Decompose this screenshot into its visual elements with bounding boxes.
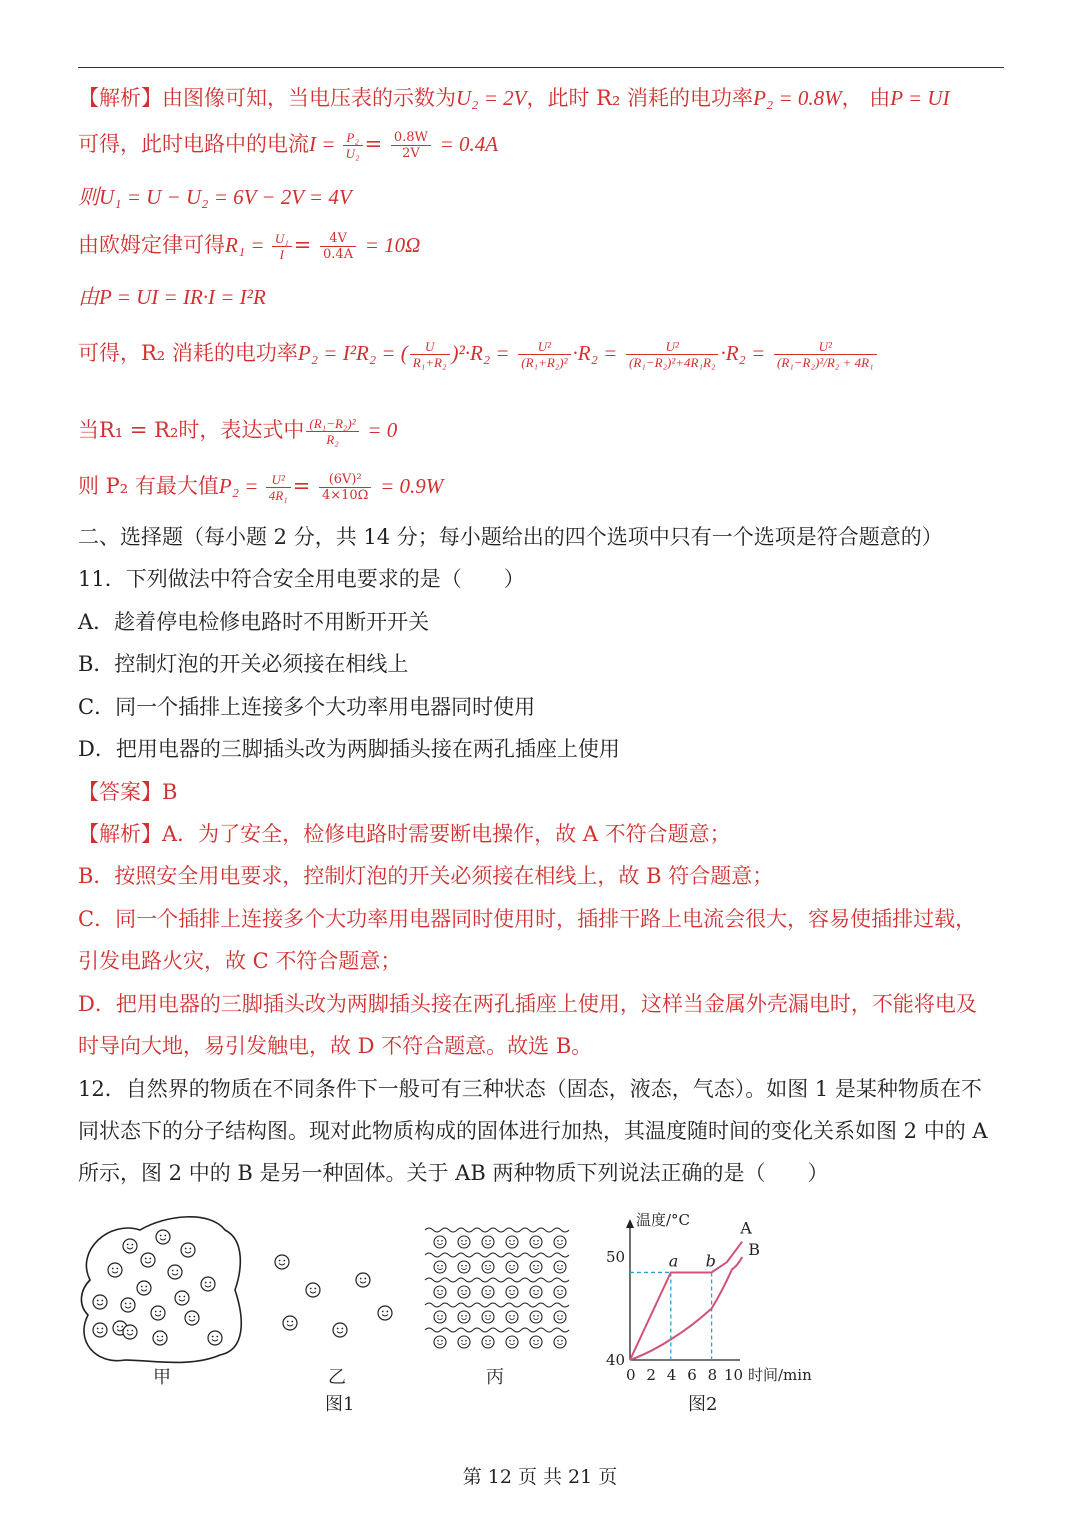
text: ，此时 R₂ 消耗的电功率 xyxy=(526,86,754,110)
formula: U₂ = 2V xyxy=(456,86,527,110)
y-axis-label: 温度/°C xyxy=(636,1211,691,1229)
formula: P = UI xyxy=(890,86,950,110)
fraction-den: U₂ xyxy=(345,146,360,161)
q11-stem: 11．下列做法中符合安全用电要求的是（ ） xyxy=(78,567,525,591)
fraction xyxy=(306,416,358,447)
formula: P₂ = 0.8W xyxy=(753,86,842,110)
x-tick-label: 0 xyxy=(626,1366,636,1384)
figure1-caption: 图1 xyxy=(325,1394,355,1415)
analysis-line-5: 由P = UI = IR·I = I²R xyxy=(78,285,266,309)
header-rule xyxy=(78,67,1004,68)
x-tick-label: 2 xyxy=(646,1366,656,1384)
analysis-line-1 xyxy=(78,83,950,113)
fraction xyxy=(391,130,431,161)
formula: P₂ = xyxy=(218,474,264,498)
q11-analysis-1: 【解析】A．为了安全，检修电路时需要断电操作，故 A 不符合题意； xyxy=(78,822,731,846)
fraction xyxy=(343,130,363,161)
formula: ·R₂ = xyxy=(720,341,766,365)
formula: = 0 xyxy=(367,418,398,442)
text: 则 P₂ 有最大值 xyxy=(78,474,219,498)
q11-option-a: A．趁着停电检修电路时不用断开开关 xyxy=(78,610,430,634)
fraction-den: R₁+R₂ xyxy=(412,355,447,370)
x-tick-label: 6 xyxy=(687,1366,697,1384)
analysis-line-7 xyxy=(78,415,397,447)
fraction-num: U² xyxy=(774,339,877,355)
fraction xyxy=(272,231,292,262)
formula: P₂ = I²R₂ = ( xyxy=(297,341,408,365)
series-b-label: B xyxy=(748,1240,760,1259)
fraction-den: 4R₁ xyxy=(268,488,288,503)
formula: = 0.4A xyxy=(439,132,499,156)
q11-option-d: D．把用电器的三脚插头改为两脚插头接在两孔插座上使用 xyxy=(78,737,620,761)
point-label-a: a xyxy=(668,1251,679,1271)
fraction-num: 4V xyxy=(320,231,356,247)
lattice-bonds xyxy=(425,1228,569,1332)
fraction xyxy=(626,339,718,370)
fraction-den: I xyxy=(279,247,284,262)
q11-analysis-2: B．按照安全用电要求，控制灯泡的开关必须接在相线上，故 B 符合题意； xyxy=(78,864,774,888)
formula: R₁ = xyxy=(225,233,270,257)
gas-molecules xyxy=(275,1255,392,1337)
figure1-label-jia: 甲 xyxy=(153,1367,171,1388)
series-a-label: A xyxy=(740,1218,752,1238)
fraction-num: U² xyxy=(518,339,570,355)
x-tick-label: 8 xyxy=(707,1366,718,1384)
text: ， 由 xyxy=(841,86,891,110)
analysis-line-8: 则 P₂ 有最大值P₂ = $\frac{\text{U²}}{\text{4R₁}}$ = $\frac{\text{(6V)²}}{4\times 10\Omega}$ = 0.9W xyxy=(78,472,444,503)
y-axis-arrow xyxy=(626,1219,634,1228)
y-tick-label: 50 xyxy=(606,1248,626,1266)
fraction xyxy=(518,339,570,370)
q11-option-b: B．控制灯泡的开关必须接在相线上 xyxy=(78,652,409,676)
liquid-molecules xyxy=(93,1230,222,1345)
analysis-label: 【解析】 xyxy=(78,86,162,110)
formula: )²·R₂ = xyxy=(451,341,510,365)
x-tick-label: 10 xyxy=(724,1366,744,1384)
text: 由图像可知，当电压表的示数为 xyxy=(162,86,456,110)
analysis-line-4: 由欧姆定律可得R₁ = $\frac{\text{U₁}}{I}$ = $\frac{4V}{0.4A}$ = 10Ω xyxy=(78,231,421,262)
fraction-den: (R₁+R₂)² xyxy=(521,355,568,370)
x-axis-label: 时间/min xyxy=(748,1366,812,1384)
text: 由欧姆定律可得 xyxy=(78,233,225,257)
figure1-label-yi: 乙 xyxy=(328,1367,346,1388)
analysis-line-3: 则U₁ = U − U₂ = 6V − 2V = 4V xyxy=(78,185,352,209)
fraction-num: 0.8W xyxy=(391,130,431,146)
q11-analysis-6: 时导向大地，易引发触电，故 D 不符合题意。故选 B。 xyxy=(78,1034,593,1058)
fraction xyxy=(320,231,356,262)
text: 可得，R₂ 消耗的电功率 xyxy=(78,341,298,365)
x-tick-label: 4 xyxy=(666,1366,677,1384)
q11-analysis-4: 引发电路火灾，故 C 不符合题意； xyxy=(78,949,402,973)
q11-analysis-3: C．同一个插排上连接多个大功率用电器同时使用时，插排干路上电流会很大，容易使插排过载， xyxy=(78,907,977,931)
figure2-chart xyxy=(600,1205,830,1385)
fraction-num: U² xyxy=(266,472,291,488)
section-heading: 二、选择题（每小题 2 分，共 14 分；每小题给出的四个选项中只有一个选项是符合题意的） xyxy=(78,525,943,549)
formula: ·R₂ = xyxy=(572,341,618,365)
fraction-den: 2V xyxy=(402,146,420,161)
analysis-line-6 xyxy=(78,338,879,370)
fraction-num: P₂ xyxy=(343,130,363,146)
point-label-b: b xyxy=(705,1251,716,1271)
formula: = 0.9W xyxy=(380,474,444,498)
fraction-num: U² xyxy=(626,339,718,355)
q11-analysis-5: D．把用电器的三脚插头改为两脚插头接在两孔插座上使用，这样当金属外壳漏电时，不能将电及 xyxy=(78,992,977,1016)
fraction xyxy=(266,472,291,503)
fraction-den: (R₁−R₂)²/R₂ + 4R₁ xyxy=(776,355,874,370)
fraction xyxy=(774,339,877,370)
q12-stem-3: 所示，图 2 中的 B 是另一种固体。关于 AB 两种物质下列说法正确的是（ ） xyxy=(78,1161,829,1185)
fraction xyxy=(319,472,371,503)
figure2-caption: 图2 xyxy=(688,1394,718,1415)
y-tick-label: 40 xyxy=(606,1351,626,1369)
page-footer: 第 12 页 共 21 页 xyxy=(462,1466,618,1488)
fraction-den: 4×10Ω xyxy=(321,488,369,503)
q12-stem-2: 同状态下的分子结构图。现对此物质构成的固体进行加热，其温度随时间的变化关系如图 2 中的 A xyxy=(78,1119,988,1143)
series-a-line xyxy=(630,1242,742,1360)
formula: I = xyxy=(309,132,341,156)
q11-option-c: C．同一个插排上连接多个大功率用电器同时使用 xyxy=(78,695,536,719)
fraction-den: R₂ xyxy=(326,432,339,447)
fraction-num: U₁ xyxy=(272,231,292,247)
fraction xyxy=(410,339,450,370)
fraction-den: 0.4A xyxy=(323,247,354,262)
fraction-num: U xyxy=(410,339,450,355)
fraction-num: (6V)² xyxy=(319,472,371,488)
fraction-den: (R₁−R₂)²+4R₁R₂ xyxy=(629,355,716,370)
fraction-num: (R₁−R₂)² xyxy=(306,416,358,432)
analysis-line-2: 可得，此时电路中的电流I = $\frac{\text{P₂}}{\text{U₂}}$ = $\frac{0.8W}{2V}$ = 0.4A xyxy=(78,130,499,161)
q11-answer: 【答案】B xyxy=(78,780,178,804)
q12-stem-1: 12．自然界的物质在不同条件下一般可有三种状态（固态，液态，气态）。如图 1 是某种物质在不 xyxy=(78,1077,982,1101)
figure1-label-bing: 丙 xyxy=(486,1367,504,1388)
text: 可得，此时电路中的电流 xyxy=(78,132,309,156)
figure1-solid-lattice xyxy=(420,1222,580,1362)
formula: = 10Ω xyxy=(364,233,421,257)
figure1-molecules xyxy=(70,1210,420,1370)
text: 当R₁ = R₂时，表达式中 xyxy=(78,418,305,442)
